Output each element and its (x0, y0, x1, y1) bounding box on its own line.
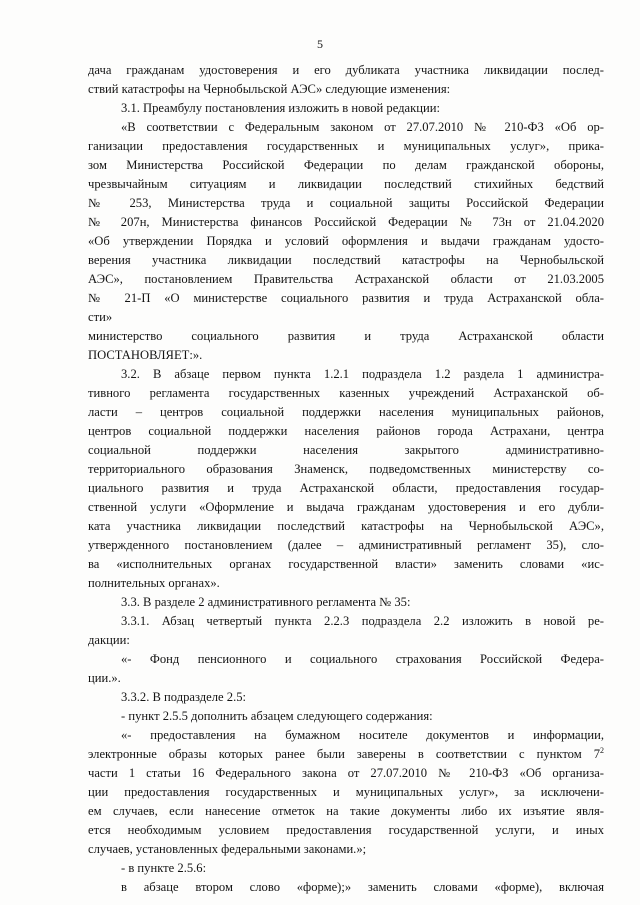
text-line: чрезвычайным ситуациям и ликвидации последствий стихийных бедствий (88, 177, 604, 191)
text-line: территориального образования Знаменск, подведомственных министерству со- (88, 462, 604, 476)
text-line: тивного регламента государственных казенных учреждений Астраханской об- (88, 386, 604, 400)
text-line: ется необходимым условием предоставления государственной услуги, и иных (88, 823, 604, 837)
text-line: ПОСТАНОВЛЯЕТ:». (88, 348, 203, 362)
text-line: части 1 статьи 16 Федерального закона от 27.07.2010 № 210-ФЗ «Об организа- (88, 766, 604, 780)
text-line: № 207н, Министерства финансов Российской Федерации № 73н от 21.04.2020 (88, 215, 604, 229)
text-line: в абзаце втором слово «форме);» заменить словами «форме), включая (121, 880, 604, 894)
text-line: министерство социального развития и труда Астраханской области (88, 329, 604, 343)
text-line: ствий катастрофы на Чернобыльской АЭС» следующие изменения: (88, 82, 451, 96)
text-line: 3.3. В разделе 2 административного регламента № 35: (121, 595, 411, 609)
text-line: зом Министерства Российской Федерации по делам гражданской обороны, (88, 158, 604, 172)
text-line: 3.2. В абзаце первом пункта 1.2.1 подраздела 1.2 раздела 1 администра- (121, 367, 604, 381)
text-line-body: электронные образы которых ранее были заверены в соответствии с пунктом 7 (88, 747, 600, 761)
text-line: ва «исполнительных органах государственной власти» заменить словами «ис- (88, 557, 604, 571)
document-body (88, 61, 604, 897)
text-line: ем случаев, если нанесение отметок на такие документы либо их изъятие явля- (88, 804, 604, 818)
text-line: случаев, установленных федеральными законами.»; (88, 842, 367, 856)
text-line: 3.3.2. В подразделе 2.5: (121, 690, 247, 704)
text-line: 3.1. Преамбулу постановления изложить в новой редакции: (121, 101, 440, 115)
text-line: «В соответствии с Федеральным законом от 27.07.2010 № 210-ФЗ «Об ор- (121, 120, 604, 134)
text-line (88, 745, 604, 764)
text-line: «Об утверждении Порядка и условий оформления и выдачи гражданам удосто- (88, 234, 604, 248)
text-line: ганизации предоставления государственных и муниципальных услуг», прика- (88, 139, 604, 153)
text-line: ции.». (88, 671, 121, 685)
text-line: № 21-П «О министерстве социального развития и труда Астраханской обла- (88, 291, 604, 305)
text-line: верения участника ликвидации последствий катастрофы на Чернобыльской (88, 253, 604, 267)
text-line: - пункт 2.5.5 дополнить абзацем следующего содержания: (121, 709, 433, 723)
text-line: дача гражданам удостоверения и его дубликата участника ликвидации послед- (88, 63, 604, 77)
page-number: 5 (317, 37, 323, 51)
text-line: ственной услуги «Оформление и выдача гражданам удостоверения и его дубли- (88, 500, 604, 514)
text-line: утвержденного постановлением (далее – административный регламент 35), сло- (88, 538, 604, 552)
text-line: полнительных органах». (88, 576, 220, 590)
text-line: ласти – центров социальной поддержки населения муниципальных районов, (88, 405, 604, 419)
text-line: АЭС», постановлением Правительства Астраханской области от 21.03.2005 (88, 272, 604, 286)
text-line: дакции: (88, 633, 130, 647)
text-line: «- Фонд пенсионного и социального страхования Российской Федера- (121, 652, 604, 666)
text-line: социальной поддержки населения закрытого административно- (88, 443, 604, 457)
text-line: сти» (88, 310, 113, 324)
text-line: циального развития и труда Астраханской области, предоставления государ- (88, 481, 604, 495)
text-line: «- предоставления на бумажном носителе документов и информации, (121, 728, 604, 742)
superscript: 2 (600, 745, 604, 755)
text-line: ции предоставления государственных и муниципальных услуг», за исключени- (88, 785, 604, 799)
text-line: № 253, Министерства труда и социальной защиты Российской Федерации (88, 196, 604, 210)
text-line: - в пункте 2.5.6: (121, 861, 207, 875)
text-line: 3.3.1. Абзац четвертый пункта 2.2.3 подраздела 2.2 изложить в новой ре- (121, 614, 604, 628)
text-line: ката участника ликвидации последствий катастрофы на Чернобыльской АЭС», (88, 519, 604, 533)
text-line: центров социальной поддержки населения районов города Астрахани, центра (88, 424, 604, 438)
